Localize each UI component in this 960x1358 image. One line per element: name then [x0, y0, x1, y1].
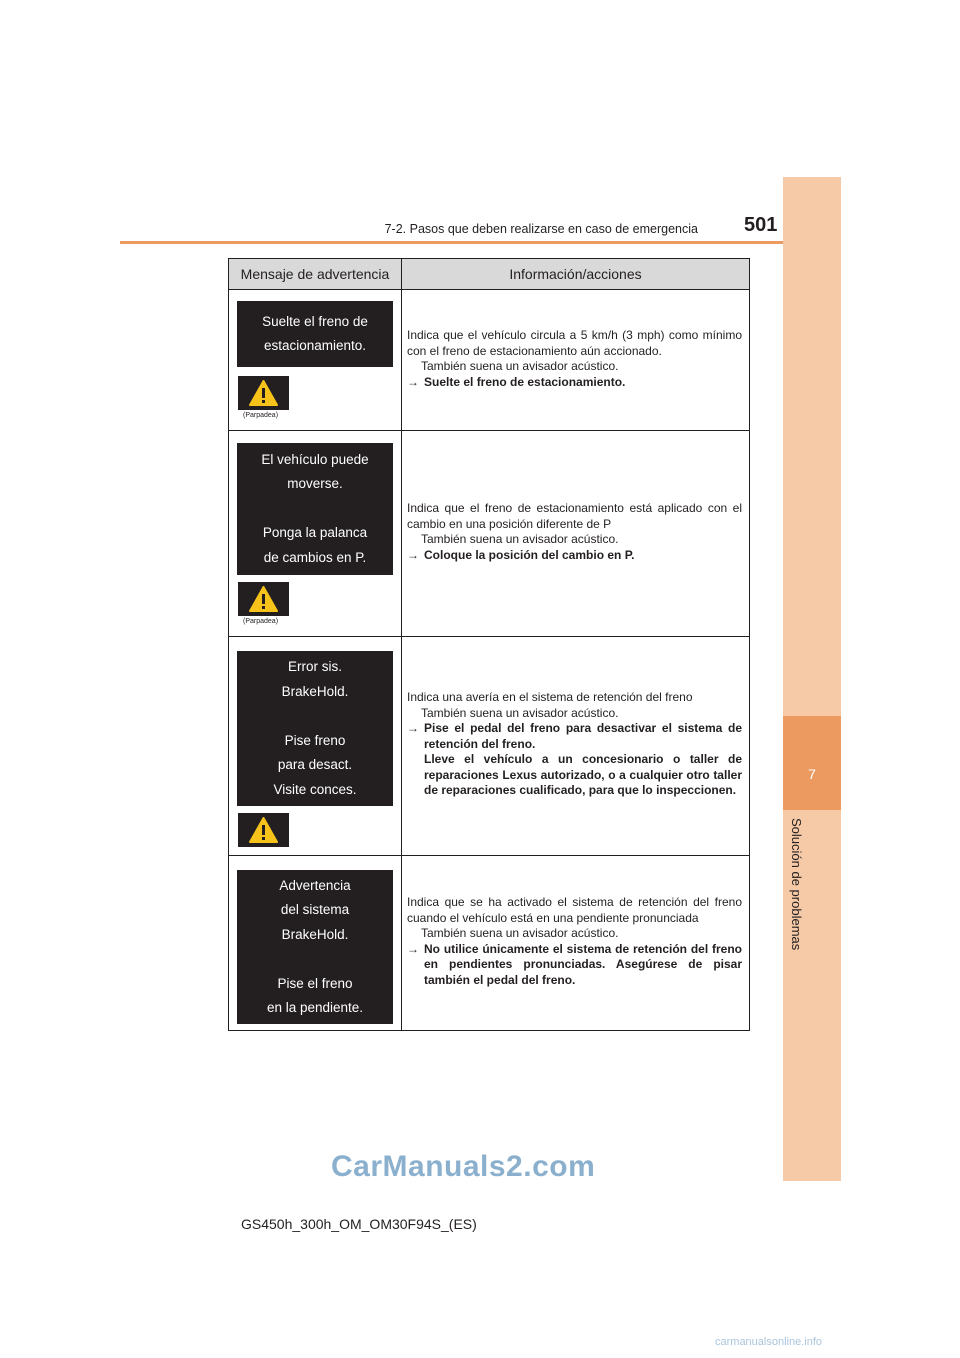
display-message-screen: [237, 651, 393, 806]
buzzer-text: También suena un avisador acústico.: [421, 532, 619, 546]
display-message-screen: [237, 301, 393, 367]
page-number: 501: [744, 214, 778, 236]
description-text: Indica una avería en el sistema de retención del freno: [407, 690, 693, 704]
warning-triangle-icon: [249, 586, 278, 612]
arrow-icon: →: [407, 941, 419, 956]
arrow-icon: →: [407, 374, 419, 389]
display-message-text: Advertencia del sistema BrakeHold. Pise el freno en la pendiente.: [266, 877, 364, 1015]
action-label: Suelte el freno de estacionamiento.: [424, 374, 626, 389]
header-rule: [120, 241, 783, 244]
description-text: Indica que se ha activado el sistema de retención del freno cuando el vehículo está en una pendiente pronunciada: [407, 895, 742, 925]
description-text: Indica que el vehículo circula a 5 km/h (3 mph) como mínimo con el freno de estacionamiento aún accionado.: [407, 328, 742, 358]
action-text: [407, 721, 742, 752]
display-message-text: El vehículo puede moverse. Ponga la palanca de cambios en P.: [261, 451, 369, 565]
display-message-text: Error sis. BrakeHold. Pise freno para desact. Visite conces.: [273, 659, 357, 797]
warning-triangle-icon: [249, 817, 278, 843]
chapter-number: 7: [808, 766, 816, 782]
row-divider: [229, 855, 749, 856]
row-divider: [229, 636, 749, 637]
info-block: [407, 328, 742, 390]
manual-code: GS450h_300h_OM_OM30F94S_(ES): [241, 1216, 477, 1232]
warning-message-table: [228, 258, 750, 1031]
blink-label: (Parpadea): [243, 412, 279, 419]
action-label: Coloque la posición del cambio en P.: [424, 547, 635, 562]
blink-label: (Parpadea): [243, 618, 279, 625]
warning-light: [238, 813, 289, 847]
watermark: CarManuals2.com: [331, 1150, 596, 1183]
site-watermark: carmanualsonline.info: [715, 1336, 823, 1348]
row-divider: [229, 430, 749, 431]
action-label: Pise el pedal del freno para desactivar el sistema de retención del freno.: [424, 721, 742, 751]
info-block: [407, 690, 742, 799]
chapter-number-tab[interactable]: [783, 716, 841, 810]
buzzer-text: También suena un avisador acústico.: [421, 705, 619, 720]
table-header: [229, 259, 749, 290]
info-block: [407, 501, 742, 563]
chapter-title: Solución de problemas: [789, 818, 804, 951]
column-header-message: Mensaje de advertencia: [229, 259, 402, 289]
warning-light: [238, 582, 289, 616]
column-divider: [401, 289, 402, 1030]
arrow-icon: →: [407, 721, 419, 735]
action-text: [407, 942, 742, 989]
chapter-title-tab: [784, 818, 840, 958]
warning-triangle-icon: [249, 380, 278, 406]
column-header-info: Información/acciones: [509, 266, 642, 282]
section-title: 7-2. Pasos que deben realizarse en caso de emergencia: [384, 222, 698, 236]
action-text-secondary: Lleve el vehículo a un concesionario o taller de reparaciones Lexus autorizado, o a cualquier otro taller de reparaciones cualificado, para que lo inspeccionen.: [424, 752, 742, 797]
arrow-icon: →: [407, 547, 419, 562]
info-block: [407, 895, 742, 988]
action-text: [407, 375, 742, 391]
display-message-screen: [237, 870, 393, 1024]
display-message-text: Suelte el freno de estacionamiento.: [262, 313, 368, 353]
chapter-side-tab: [783, 177, 841, 1181]
buzzer-text: También suena un avisador acústico.: [421, 359, 619, 373]
display-message-screen: [237, 443, 393, 575]
description-text: Indica que el freno de estacionamiento está aplicado con el cambio en una posición diferente de P: [407, 501, 742, 531]
action-text: [407, 548, 742, 564]
action-label: No utilice únicamente el sistema de retención del freno en pendientes pronunciadas. Asegúrese de pisar también el pedal del freno.: [424, 941, 742, 987]
warning-light: [238, 376, 289, 410]
buzzer-text: También suena un avisador acústico.: [421, 926, 619, 940]
